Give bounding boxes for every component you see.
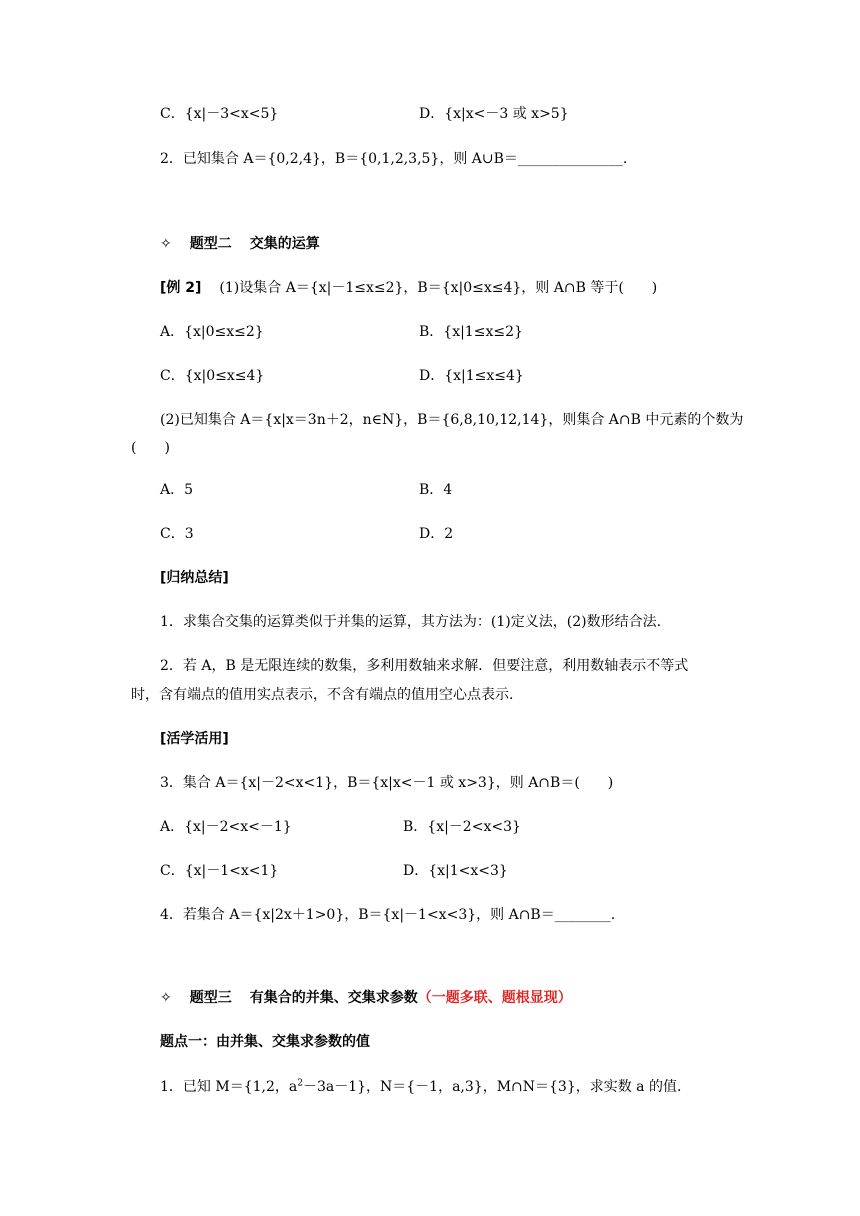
question-2: 2．已知集合 A＝{0,2,4}，B＝{0,1,2,3,5}，则 A∪B＝_______________. xyxy=(160,151,628,167)
ex2-option-b: B．{x|1≤x≤2} xyxy=(419,324,523,340)
q3-option-c: C．{x|－1<x<1} xyxy=(160,863,279,879)
ex2b-option-d: D．2 xyxy=(419,526,454,542)
point-1-heading: 题点一：由并集、交集求参数的值 xyxy=(160,1034,370,1050)
question-4: 4．若集合 A＝{x|2x＋1>0}，B＝{x|－1<x<3}，则 A∩B＝________. xyxy=(160,907,616,923)
q3-option-d: D．{x|1<x<3} xyxy=(403,863,508,879)
q3-option-a: A．{x|－2<x<－1} xyxy=(160,819,292,835)
section-label: 题型二 xyxy=(189,236,232,252)
summary-point-2-line-1: 2．若 A，B 是无限连续的数集，多利用数轴来求解．但要注意，利用数轴表示不等式 xyxy=(160,658,689,674)
section-note: （一题多联、题根显现） xyxy=(417,990,572,1006)
question-3: 3．集合 A＝{x|－2<x<1}，B＝{x|x<－1 或 x>3}，则 A∩B＝( ) xyxy=(160,775,614,791)
sparkle-icon: ✧ xyxy=(160,990,172,1006)
section-title: 交集的运算 xyxy=(249,236,320,252)
section-3-heading xyxy=(160,988,572,1008)
example-2-part-2-line-2: ( ) xyxy=(131,440,170,456)
practice-heading: [活学活用] xyxy=(160,731,229,747)
example-2-part-1 xyxy=(160,278,657,298)
q3-option-b: B．{x|－2<x<3} xyxy=(403,819,521,835)
example-2-part-2-line-1: (2)已知集合 A＝{x|x＝3n＋2，n∈N}，B＝{6,8,10,12,14}，则集合 A∩B 中元素的个数为 xyxy=(160,412,744,428)
section-title: 有集合的并集、交集求参数 xyxy=(249,990,418,1006)
ex2b-option-b: B．4 xyxy=(419,482,453,498)
summary-point-2-line-2: 时，含有端点的值用实点表示，不含有端点的值用空心点表示. xyxy=(131,687,514,703)
ex2b-option-a: A．5 xyxy=(160,482,194,498)
example-tag: [例 2] xyxy=(160,280,202,296)
section-2-heading xyxy=(160,234,320,254)
option-d: D．{x|x<－3 或 x>5} xyxy=(419,106,569,122)
ex2-option-d: D．{x|1≤x≤4} xyxy=(419,368,524,384)
sparkle-icon: ✧ xyxy=(160,236,172,252)
point-1-question-1 xyxy=(160,1077,681,1097)
example-text: (1)设集合 A＝{x|－1≤x≤2}，B＝{x|0≤x≤4}，则 A∩B 等于( ) xyxy=(219,280,658,296)
section-label: 题型三 xyxy=(189,990,232,1006)
ex2-option-a: A．{x|0≤x≤2} xyxy=(160,324,264,340)
question-text-end: －3a－1}，N＝{－1，a,3}，M∩N＝{3}，求实数 a 的值. xyxy=(302,1079,682,1095)
ex2-option-c: C．{x|0≤x≤4} xyxy=(160,368,265,384)
summary-point-1: 1．求集合交集的运算类似于并集的运算，其方法为：(1)定义法，(2)数形结合法. xyxy=(160,614,662,630)
ex2b-option-c: C．3 xyxy=(160,526,194,542)
exponent: 2 xyxy=(297,1078,303,1089)
option-c: C．{x|－3<x<5} xyxy=(160,106,279,122)
summary-heading: [归纳总结] xyxy=(160,570,229,586)
question-text-start: 1．已知 M＝{1,2，a xyxy=(160,1079,298,1095)
